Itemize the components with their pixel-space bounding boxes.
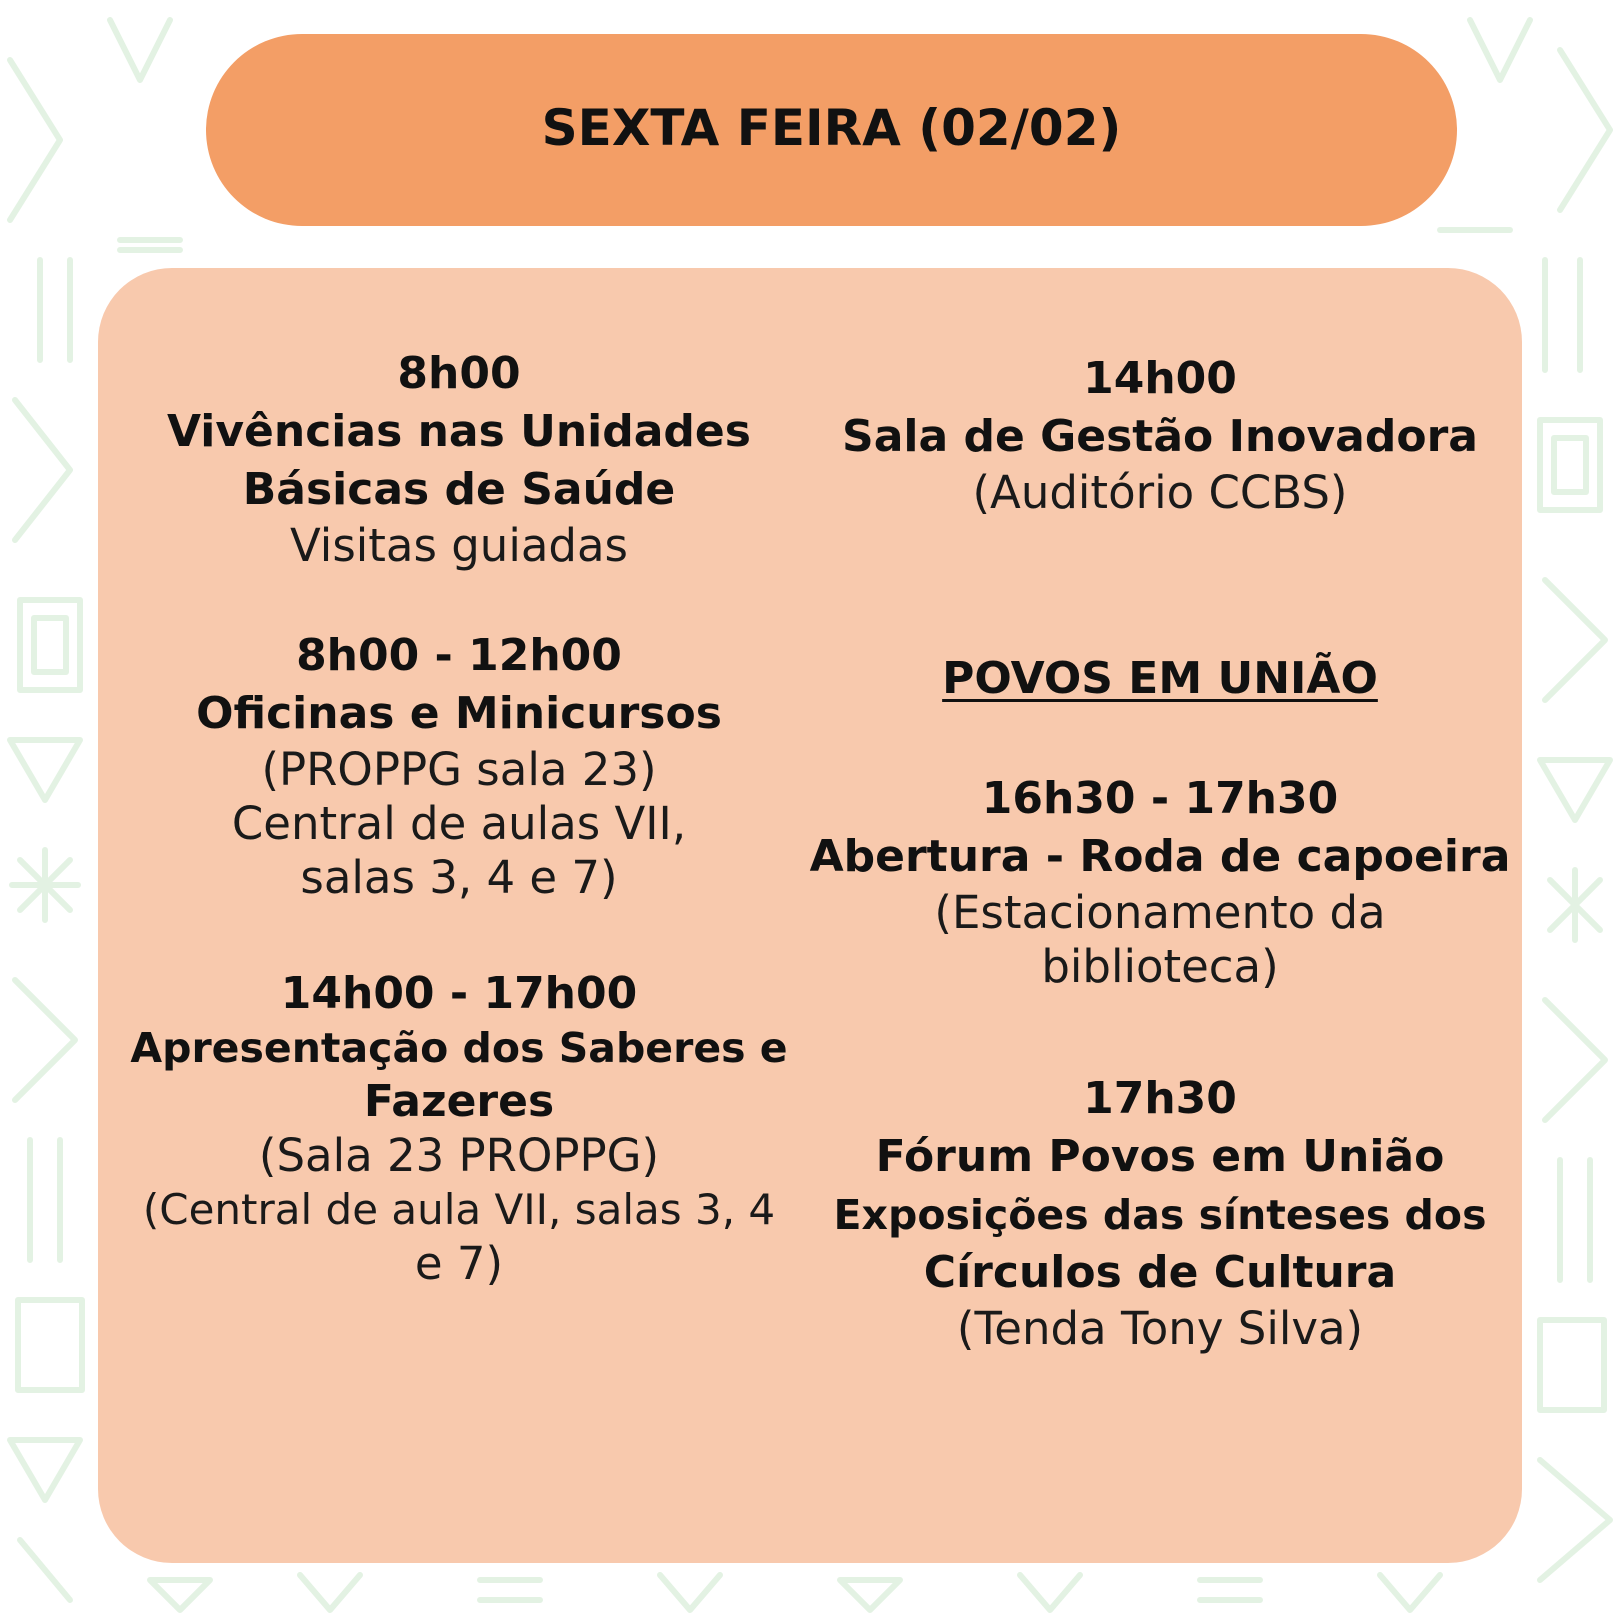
event-time: 14h00 - 17h00	[280, 968, 638, 1019]
event-detail: (Estacionamento da	[934, 886, 1386, 939]
event-workshops	[98, 627, 820, 905]
event-time: 16h30 - 17h30	[981, 773, 1339, 824]
section-heading: POVOS EM UNIÃO	[942, 653, 1378, 704]
event-title: Abertura - Roda de capoeira	[809, 831, 1511, 882]
event-presentation	[98, 967, 820, 1291]
event-detail: (Central de aula VII, salas 3, 4	[142, 1185, 776, 1234]
event-time: 8h00 - 12h00	[296, 630, 622, 681]
section-heading-block	[790, 650, 1530, 708]
event-title: Fórum Povos em União	[875, 1131, 1445, 1182]
day-title: SEXTA FEIRA (02/02)	[541, 99, 1122, 157]
event-time: 8h00	[397, 348, 521, 399]
event-detail: biblioteca)	[1041, 940, 1279, 993]
event-title: Oficinas e Minicursos	[196, 688, 722, 739]
event-time: 17h30	[1083, 1073, 1237, 1124]
event-detail: (Tenda Tony Silva)	[956, 1302, 1364, 1355]
event-title: Básicas de Saúde	[242, 464, 676, 515]
event-detail: (Auditório CCBS)	[972, 466, 1348, 519]
event-title: Sala de Gestão Inovadora	[842, 411, 1478, 462]
event-detail: (PROPPG sala 23)	[261, 743, 657, 796]
event-title: Círculos de Cultura	[923, 1247, 1397, 1298]
event-detail: Central de aulas VII,	[231, 797, 687, 850]
event-detail: salas 3, 4 e 7)	[300, 851, 618, 904]
event-title: Fazeres	[363, 1076, 555, 1127]
event-title: Apresentação dos Saberes e	[130, 1024, 788, 1072]
event-title: Vivências nas Unidades	[167, 406, 751, 457]
event-innovation-room	[790, 350, 1530, 520]
event-time: 14h00	[1083, 353, 1237, 404]
event-visits	[98, 345, 820, 573]
event-opening-capoeira	[790, 770, 1530, 994]
day-header	[206, 34, 1457, 226]
event-forum	[790, 1070, 1530, 1356]
event-detail: e 7)	[414, 1237, 504, 1290]
event-detail: (Sala 23 PROPPG)	[258, 1129, 660, 1182]
event-detail: Visitas guiadas	[290, 519, 628, 572]
event-title: Exposições das sínteses dos	[833, 1191, 1487, 1239]
